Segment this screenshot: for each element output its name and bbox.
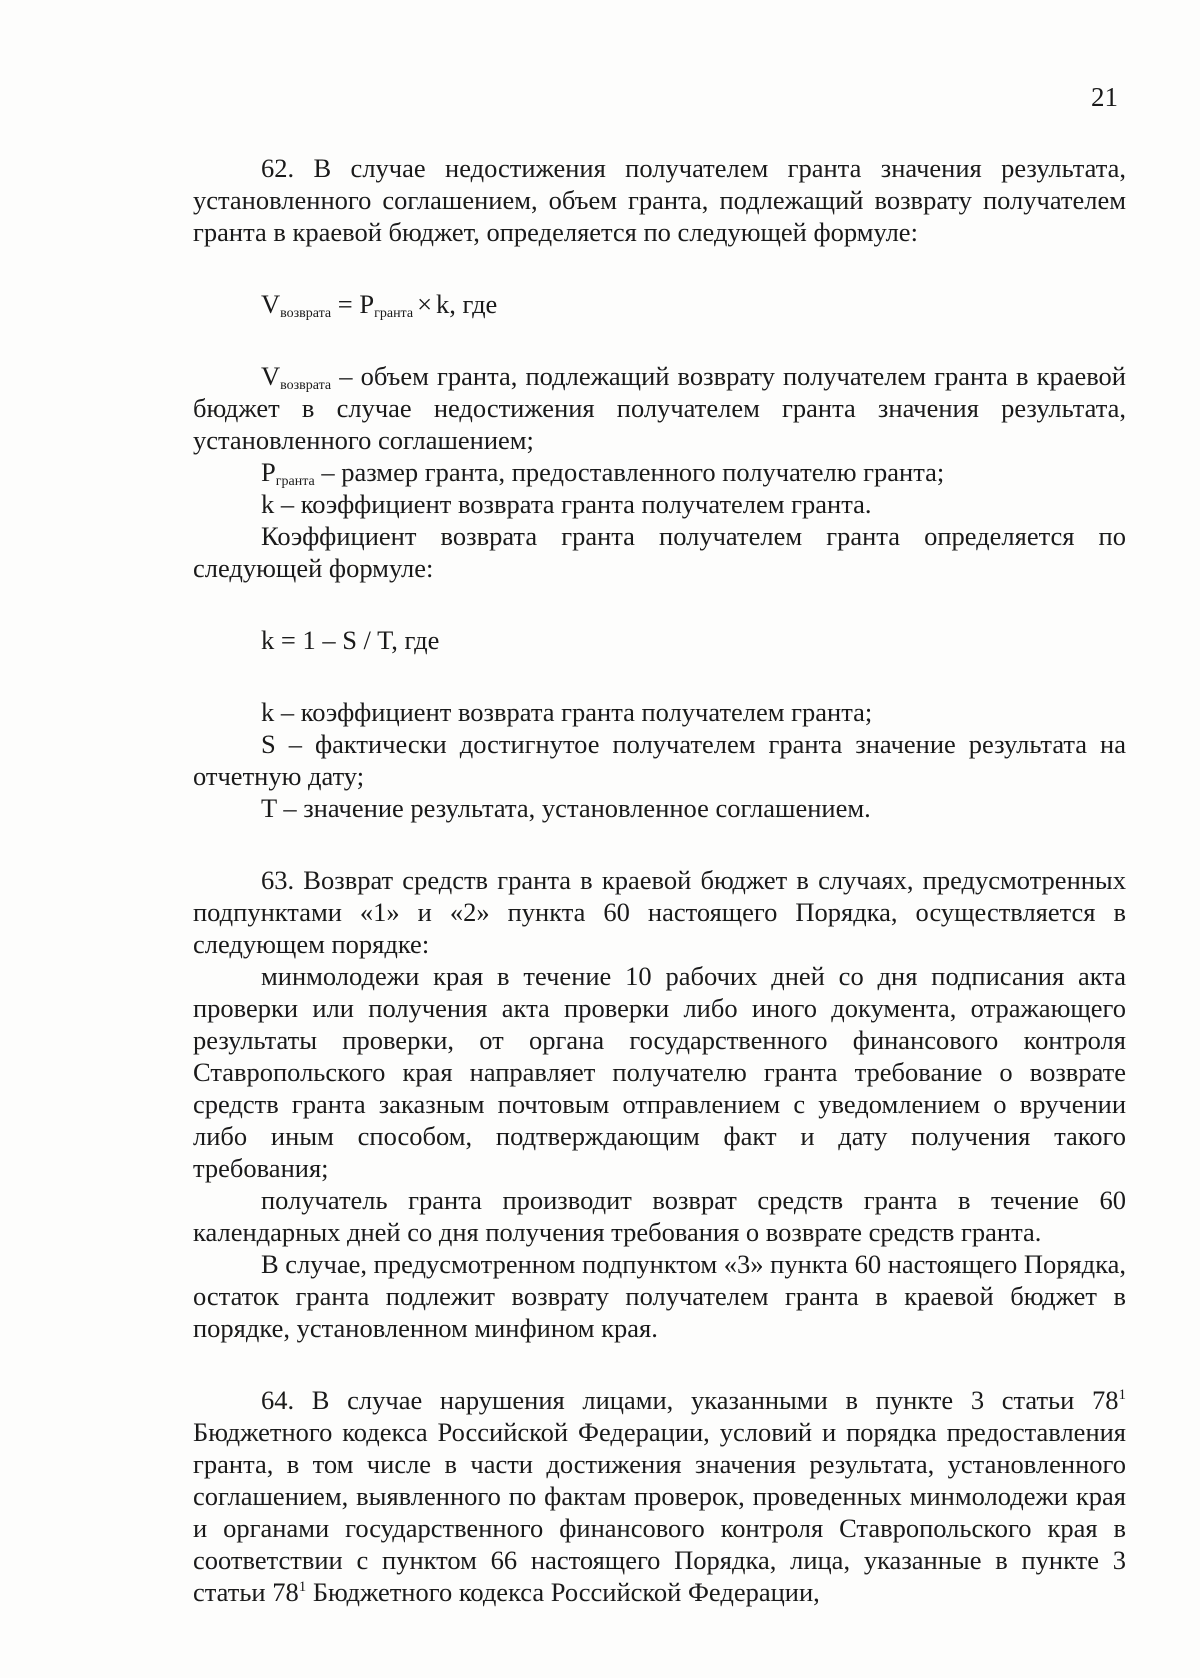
paragraph-64-superscript-2: 1 xyxy=(298,1579,307,1595)
definition-k-2: k – коэффициент возврата гранта получателем гранта; xyxy=(261,697,873,727)
paragraph-62: 62. В случае недостижения получателем гранта значения результата, установленного соглашением, объем гранта, подлежащий возврату получателем гранта в краевой бюджет, определяется по следующей формуле: xyxy=(193,153,1126,247)
definition-p xyxy=(193,456,1126,488)
paragraph-63-intro: 63. Возврат средств гранта в краевой бюджет в случаях, предусмотренных подпунктами «1» и «2» пункта 60 настоящего Порядка, осуществляется в следующем порядке: xyxy=(193,865,1126,959)
definition-p-text: – размер гранта, предоставленного получателю гранта; xyxy=(314,457,945,487)
coefficient-intro: Коэффициент возврата гранта получателем гранта определяется по следующей формуле: xyxy=(193,521,1126,583)
paragraph-64-part-3: Бюджетного кодекса Российской Федерации, xyxy=(306,1577,820,1607)
definition-v-subscript: возврата xyxy=(280,378,332,393)
paragraph-63-item-1: минмолодежи края в течение 10 рабочих дней со дня подписания акта проверки или получения акта проверки либо иного документа, отражающего результаты проверки, от органа государственного финансового контроля Ставропольского края направляет получателю гранта требование о возврате средств гранта заказным почтовым отправлением с уведомлением о вручении либо иным способом, подтверждающим факт и дату получения такого требования; xyxy=(193,961,1126,1183)
definition-v-text: – объем гранта, подлежащий возврату получателем гранта в краевой бюджет в случае недостижения получателем гранта значения результата, установленного соглашением; xyxy=(193,361,1126,455)
definition-p-symbol: P xyxy=(261,457,276,487)
definition-t: T – значение результата, установленное соглашением. xyxy=(261,793,871,823)
formula-rest: k, где xyxy=(436,289,498,319)
page-number: 21 xyxy=(1091,82,1118,112)
paragraph-64 xyxy=(193,1384,1126,1608)
definition-v xyxy=(193,360,1126,456)
formula-p-symbol: P xyxy=(359,289,375,319)
paragraph-64-part-2: Бюджетного кодекса Российской Федерации, условий и порядка предоставления гранта, в том числе в части достижения значения результата, установленного соглашением, выявленного по фактам проверок, проведенных минмолодежи края и органами государственного финансового контроля Ставропольского края в соответствии с пунктом 66 настоящего Порядка, лица, указанные в пункте 3 статьи 78 xyxy=(193,1417,1126,1607)
definition-v-symbol: V xyxy=(261,361,281,391)
formula-coefficient: k = 1 – S / T, где xyxy=(261,625,440,655)
paragraph-63-item-2: получатель гранта производит возврат средств гранта в течение 60 календарных дней со дня получения требования о возврате средств гранта. xyxy=(193,1185,1126,1247)
formula-refund-volume xyxy=(193,288,1126,320)
formula-v-symbol: V xyxy=(261,289,281,319)
paragraph-64-part-1: 64. В случае нарушения лицами, указанными в пункте 3 статьи 78 xyxy=(261,1385,1119,1415)
formula-equals: = xyxy=(331,289,360,319)
paragraph-63-case-3: В случае, предусмотренном подпунктом «3» пункта 60 настоящего Порядка, остаток гранта подлежит возврату получателем гранта в краевой бюджет в порядке, установленном минфином края. xyxy=(193,1249,1126,1343)
document-body xyxy=(193,152,1126,1608)
definition-k-1: k – коэффициент возврата гранта получателем гранта. xyxy=(261,489,872,519)
definition-s: S – фактически достигнутое получателем гранта значение результата на отчетную дату; xyxy=(193,729,1126,791)
formula-p-subscript: гранта xyxy=(374,306,414,321)
formula-times: × xyxy=(417,289,433,319)
formula-v-subscript: возврата xyxy=(280,306,332,321)
paragraph-64-superscript-1: 1 xyxy=(1118,1387,1126,1403)
definition-p-subscript: гранта xyxy=(275,474,315,489)
